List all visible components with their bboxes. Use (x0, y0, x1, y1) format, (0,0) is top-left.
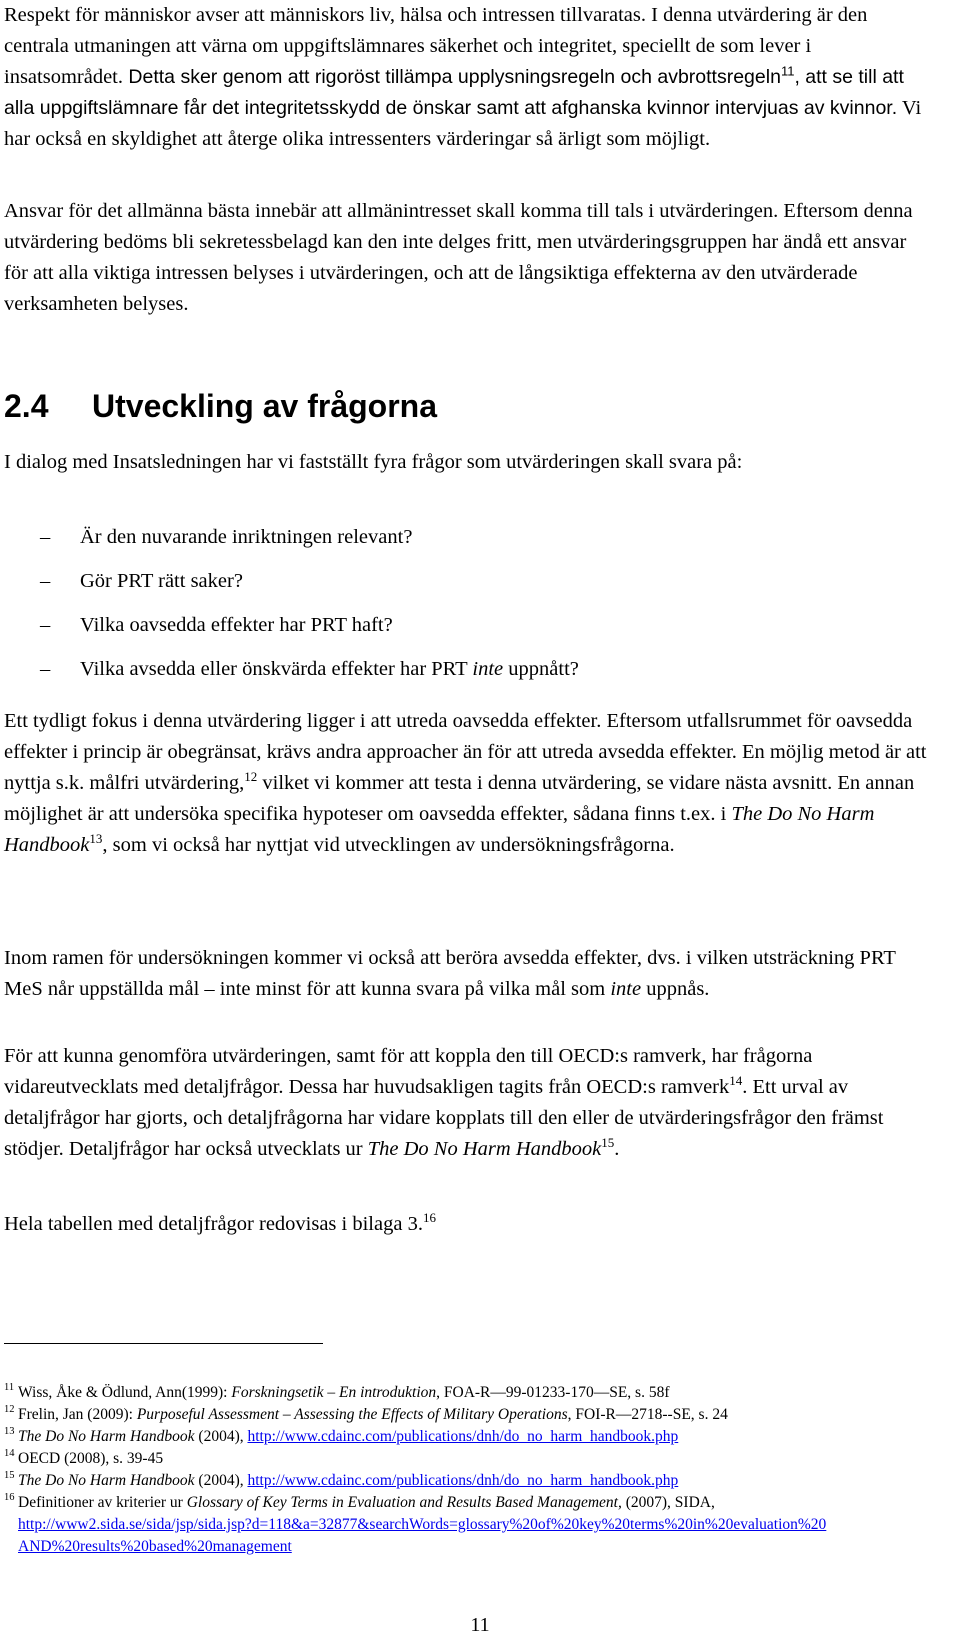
emphasis: inte (472, 658, 504, 680)
list-item-text: Gör PRT rätt saker? (80, 570, 243, 592)
paragraph-respect-end-text: Vi har också en skyldighet att återge olika intressenters värderingar så ärligt som möjligt. (4, 97, 922, 150)
footnote-ref-13[interactable]: 13 (89, 831, 103, 847)
footnote-text: (2004), (194, 1428, 248, 1445)
paragraph-intended-effects (4, 943, 934, 1005)
paragraph-public-good: Ansvar för det allmänna bästa innebär att allmänintresset skall komma till tals i utvärderingen. Eftersom denna utvärdering bedöms bli sekretessbelagd kan den inte delges fritt, men utvärderingsgruppen har ändå ett ansvar för att alla viktiga intressen belyses i utvärderingen, och att de långsiktiga effekterna av den utvärderade verksamheten belyses. (4, 200, 913, 315)
text-segment: uppnås. (641, 978, 710, 1000)
footnote-title: The Do No Harm Handbook (18, 1428, 195, 1445)
list-item-text: uppnått? (503, 658, 579, 680)
list-item (40, 566, 920, 610)
text-segment: , som vi också har nyttjat vid utvecklingen av undersökningsfrågorna. (102, 834, 675, 856)
footnote-link-continued[interactable]: AND%20results%20based%20management (18, 1538, 292, 1555)
footnote-text: Wiss, Åke & Ödlund, Ann(1999): (18, 1384, 232, 1401)
text-segment: För att kunna genomföra utvärderingen, samt för att koppla den till OECD:s ramverk, har frågorna vidareutvecklats med detaljfrågor. Dessa har huvudsakligen tagits från OECD:s ramverk (4, 1045, 813, 1098)
emphasis: The Do No Harm Handbook (4, 803, 875, 856)
footnote-12: 12 Frelin, Jan (2009): Purposeful Assessment – Assessing the Effects of Military Operations, FOI-R—2718--SE, s. 24 (4, 1404, 728, 1423)
footnote-ref-16[interactable]: 16 (422, 1210, 436, 1226)
text-segment: Hela tabellen med detaljfrågor redovisas i bilaga 3. (4, 1213, 423, 1235)
list-item (40, 610, 920, 654)
footnote-divider (4, 1343, 323, 1344)
paragraph-respect (4, 0, 934, 155)
paragraph-table-reference (4, 1209, 934, 1240)
paragraph-respect-serif-text: Respekt för människor avser att människors liv, hälsa och intressen tillvaratas. I denna utvärdering är den centrala utmaningen att värna om uppgiftslämnares säkerhet och integritet, speciellt de som lever i insatsområdet. (4, 4, 868, 88)
footnote-title: Forskningsetik – En introduktion (231, 1384, 437, 1401)
text-segment: Detta sker genom att rigoröst tillämpa upplysningsregeln och avbrottsregeln (123, 66, 781, 88)
paragraph-oecd (4, 1041, 934, 1165)
footnote-link[interactable]: http://www.cdainc.com/publications/dnh/do_no_harm_handbook.php (247, 1428, 679, 1445)
dash-bullet: – (40, 614, 51, 636)
footnote-link[interactable]: http://www2.sida.se/sida/jsp/sida.jsp?d=118&a=32877&searchWords=glossary%20of%20key%20terms%20in%20evaluation%20 (18, 1516, 827, 1533)
text-segment: Ett tydligt fokus i denna utvärdering ligger i att utreda oavsedda effekter. Eftersom utfallsrummet för oavsedda effekter i princip är obegränsat, krävs andra approacher än för att utreda avsedda effekter. En möjlig metod är att nyttja s.k. målfri utvärdering, (4, 710, 927, 794)
footnote-text: OECD (2008), s. 39-45 (18, 1450, 164, 1467)
paragraph-focus (4, 706, 934, 861)
footnote-16: 16 Definitioner av kriterier ur Glossary of Key Terms in Evaluation and Results Based Management, (2007), SIDA, http://www2.sida.se/sida/jsp/sida.jsp?d=118&a=32877&searchWords=glossary%20of%20key%20terms%20in%20evaluation%20 AND%20results%20based%20management (4, 1492, 944, 1558)
list-item-text: Vilka avsedda eller önskvärda effekter har PRT (80, 658, 473, 680)
footnote-title: Purposeful Assessment – Assessing the Effects of Military Operations (136, 1406, 568, 1423)
list-item-text: Är den nuvarande inriktningen relevant? (80, 526, 413, 548)
dash-bullet: – (40, 526, 51, 548)
list-item-text: Vilka oavsedda effekter har PRT haft? (80, 614, 393, 636)
footnote-text: (2004), (194, 1472, 248, 1489)
section-title: Utveckling av frågorna (92, 388, 437, 424)
paragraph-intro: I dialog med Insatsledningen har vi fastställt fyra frågor som utvärderingen skall svara på: (4, 451, 743, 473)
text-segment: Inom ramen för undersökningen kommer vi också att beröra avsedda effekter, dvs. i vilken utsträckning PRT MeS når uppställda mål – inte minst för att kunna svara på vilka mål som (4, 947, 896, 1000)
footnote-text: Frelin, Jan (2009): (18, 1406, 137, 1423)
section-heading (4, 386, 437, 426)
emphasis: inte (610, 978, 642, 1000)
footnote-text: , FOI-R—2718--SE, s. 24 (567, 1406, 728, 1423)
footnote-13: 13 The Do No Harm Handbook (2004), http://www.cdainc.com/publications/dnh/do_no_harm_handbook.php (4, 1426, 679, 1445)
footnote-ref-12[interactable]: 12 (244, 769, 258, 785)
footnote-text: (2007), SIDA, (621, 1494, 715, 1511)
page-number: 11 (470, 1614, 490, 1636)
text-segment: . Ett urval av detaljfrågor har gjorts, och detaljfrågorna har vidare kopplats till den eller de utvärderingsfrågor den främst stödjer. Detaljfrågor har också utvecklats ur (4, 1076, 884, 1160)
footnote-link[interactable]: http://www.cdainc.com/publications/dnh/do_no_harm_handbook.php (247, 1472, 679, 1489)
footnote-title: Glossary of Key Terms in Evaluation and Results Based Management, (186, 1494, 622, 1511)
footnote-title: The Do No Harm Handbook (18, 1472, 195, 1489)
footnote-text: Definitioner av kriterier ur (18, 1494, 187, 1511)
footnote-ref-11[interactable]: 11 (780, 63, 795, 79)
footnotes (4, 1382, 944, 1558)
dash-bullet: – (40, 570, 51, 592)
list-item (40, 522, 920, 566)
footnote-11: 11 Wiss, Åke & Ödlund, Ann(1999): Forskningsetik – En introduktion, FOA-R—99-01233-170—SE, s. 58f (4, 1382, 670, 1401)
list-item (40, 654, 920, 698)
footnote-text: , FOA-R—99-01233-170—SE, s. 58f (436, 1384, 670, 1401)
question-list (40, 522, 920, 698)
text-segment: . (614, 1138, 620, 1160)
text-segment: vilket vi kommer att testa i denna utvärdering, se vidare nästa avsnitt. En annan möjlighet är att undersöka specifika hypoteser om oavsedda effekter, sådana finns t.ex. i (4, 772, 915, 825)
footnote-14: 14 OECD (2008), s. 39-45 (4, 1448, 164, 1467)
dash-bullet: – (40, 658, 51, 680)
paragraph-respect-sans-text (4, 63, 904, 119)
section-number: 2.4 (4, 388, 49, 424)
footnote-ref-14[interactable]: 14 (729, 1073, 743, 1089)
emphasis: The Do No Harm Handbook (367, 1138, 602, 1160)
text-segment: , att se till att alla uppgiftslämnare får det integritetsskydd de önskar samt att afghanska kvinnor intervjuas av kvinnor. (4, 66, 904, 119)
footnote-ref-15[interactable]: 15 (601, 1135, 615, 1151)
footnote-15: 15 The Do No Harm Handbook (2004), http://www.cdainc.com/publications/dnh/do_no_harm_handbook.php (4, 1470, 679, 1489)
